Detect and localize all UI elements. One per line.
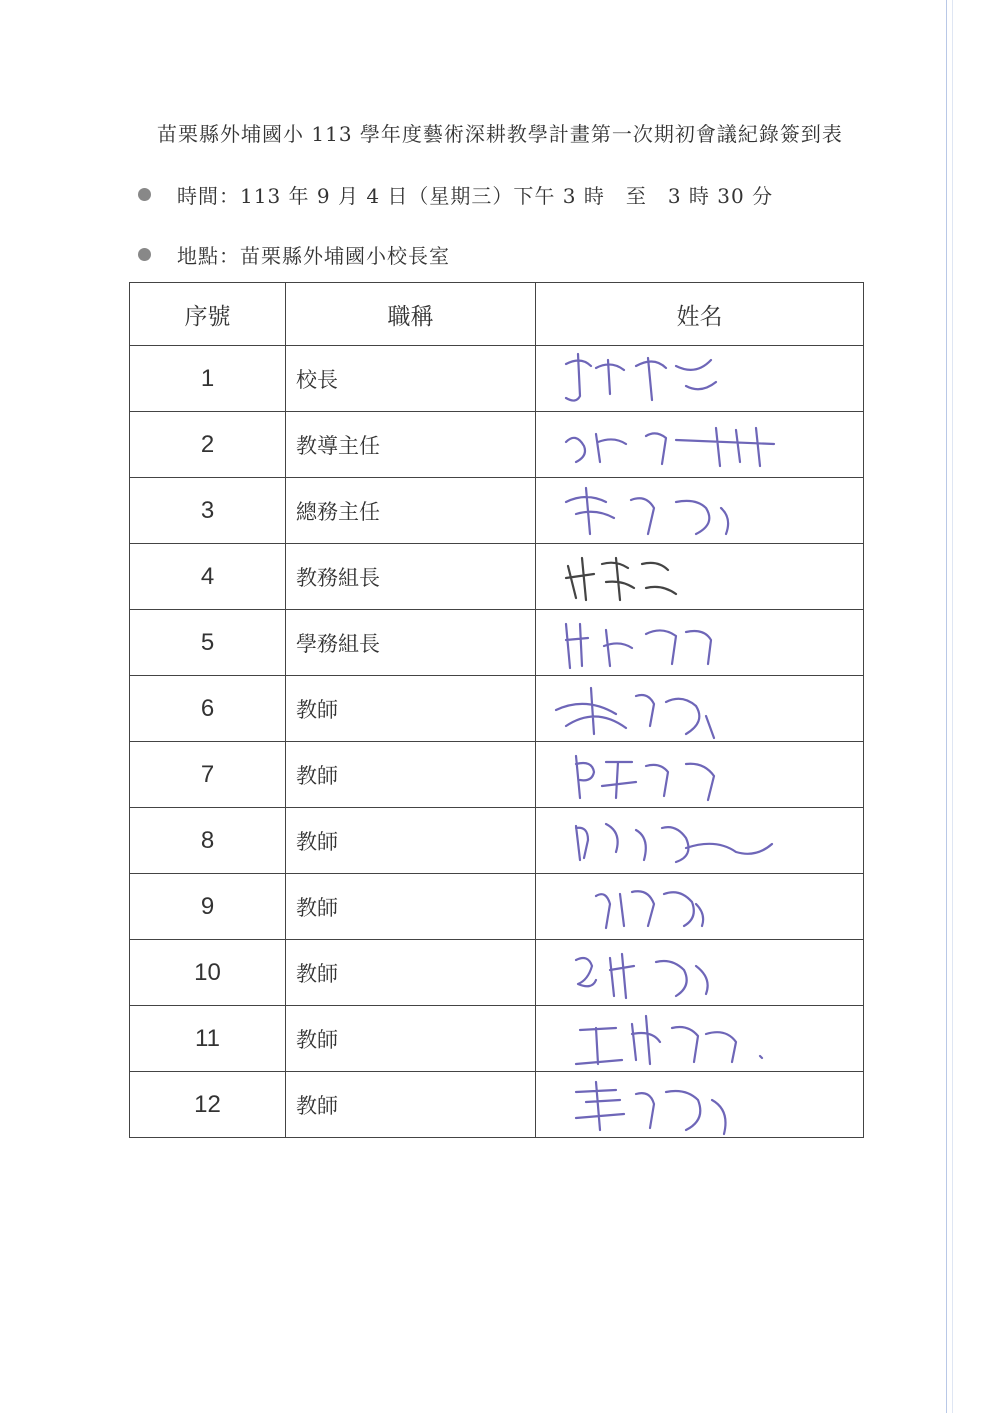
row-signature: [536, 1072, 864, 1138]
handwritten-signature: [536, 544, 864, 607]
row-role: 教師: [286, 742, 536, 808]
row-number: 7: [130, 742, 286, 808]
signature-stroke: [576, 1082, 726, 1134]
row-number: 1: [130, 346, 286, 412]
table-row: [130, 346, 864, 412]
row-number: 9: [130, 874, 286, 940]
table-row: [130, 412, 864, 478]
time-value: 113 年 9 月 4 日（星期三）下午 3 時 至 3 時 30 分: [240, 184, 774, 208]
bullet-icon: [138, 248, 151, 261]
time-label: 時間：: [177, 184, 240, 208]
row-signature: [536, 676, 864, 742]
table-row: [130, 478, 864, 544]
row-number: 11: [130, 1006, 286, 1072]
table-row: [130, 676, 864, 742]
meeting-time: [138, 180, 773, 209]
row-number: 6: [130, 676, 286, 742]
row-role: 教師: [286, 808, 536, 874]
signature-stroke: [566, 558, 676, 600]
row-number: 5: [130, 610, 286, 676]
handwritten-signature: [536, 1006, 864, 1069]
handwritten-signature: [536, 940, 864, 1003]
table-row: [130, 874, 864, 940]
row-signature: [536, 346, 864, 412]
row-number: 10: [130, 940, 286, 1006]
place-label: 地點：: [177, 244, 240, 268]
row-role: 教師: [286, 676, 536, 742]
row-role: 教師: [286, 874, 536, 940]
signature-stroke: [596, 891, 703, 928]
row-role: 總務主任: [286, 478, 536, 544]
header-number: 序號: [130, 283, 286, 346]
bullet-icon: [138, 188, 151, 201]
table-row: [130, 940, 864, 1006]
meeting-place: [138, 240, 450, 269]
signature-stroke: [566, 428, 774, 466]
handwritten-signature: [536, 808, 864, 871]
handwritten-signature: [536, 478, 864, 541]
row-number: 12: [130, 1072, 286, 1138]
row-role: 校長: [286, 346, 536, 412]
table-row: [130, 1006, 864, 1072]
row-signature: [536, 940, 864, 1006]
row-signature: [536, 544, 864, 610]
table-row: [130, 808, 864, 874]
handwritten-signature: [536, 346, 864, 409]
row-role: 學務組長: [286, 610, 536, 676]
header-name: 姓名: [536, 283, 864, 346]
signature-stroke: [566, 488, 728, 534]
table-header-row: [130, 283, 864, 346]
table-row: [130, 610, 864, 676]
row-signature: [536, 1006, 864, 1072]
document-title: 苗栗縣外埔國小 113 學年度藝術深耕教學計畫第一次期初會議紀錄簽到表: [157, 122, 843, 146]
handwritten-signature: [536, 742, 864, 805]
table-row: [130, 1072, 864, 1138]
signature-stroke: [576, 824, 772, 862]
sign-in-table: [129, 282, 864, 1138]
row-role: 教導主任: [286, 412, 536, 478]
signature-stroke: [576, 756, 714, 800]
row-number: 4: [130, 544, 286, 610]
row-signature: [536, 742, 864, 808]
row-signature: [536, 412, 864, 478]
signature-stroke: [566, 354, 716, 401]
row-number: 2: [130, 412, 286, 478]
signature-stroke: [576, 1016, 762, 1064]
handwritten-signature: [536, 874, 864, 937]
row-role: 教師: [286, 940, 536, 1006]
row-signature: [536, 478, 864, 544]
row-role: 教務組長: [286, 544, 536, 610]
signature-stroke: [556, 688, 714, 738]
table-row: [130, 544, 864, 610]
signature-stroke: [576, 954, 708, 998]
signature-stroke: [566, 624, 711, 668]
page-edge-line: [952, 0, 953, 1413]
table-row: [130, 742, 864, 808]
row-number: 3: [130, 478, 286, 544]
row-signature: [536, 610, 864, 676]
row-role: 教師: [286, 1006, 536, 1072]
handwritten-signature: [536, 412, 864, 475]
row-signature: [536, 808, 864, 874]
handwritten-signature: [536, 676, 864, 739]
handwritten-signature: [536, 610, 864, 673]
header-role: 職稱: [286, 283, 536, 346]
row-signature: [536, 874, 864, 940]
row-role: 教師: [286, 1072, 536, 1138]
page-edge-line: [946, 0, 947, 1413]
row-number: 8: [130, 808, 286, 874]
place-value: 苗栗縣外埔國小校長室: [240, 244, 450, 268]
handwritten-signature: [536, 1072, 864, 1135]
